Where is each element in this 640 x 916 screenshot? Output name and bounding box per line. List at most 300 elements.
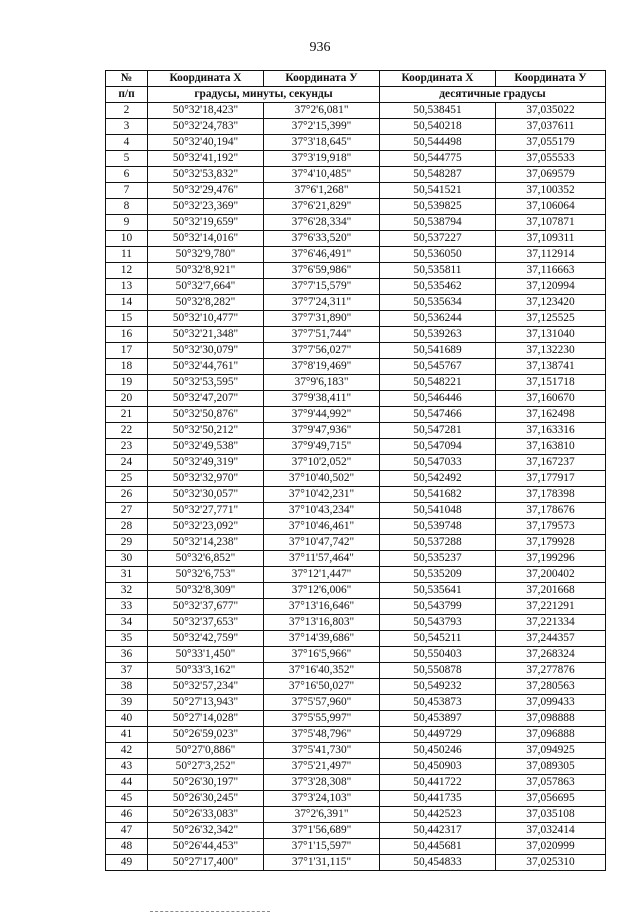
coord-y-dms: 37°13'16,803" (264, 615, 380, 631)
coord-x-dms: 50°26'59,023" (148, 727, 264, 743)
header-number: № (106, 71, 148, 87)
header-row-1 (106, 71, 606, 87)
coordinates-table (105, 70, 606, 871)
coord-y-decimal: 37,107871 (496, 215, 606, 231)
coord-y-decimal: 37,268324 (496, 647, 606, 663)
coord-x-dms: 50°26'33,083" (148, 807, 264, 823)
coord-y-decimal: 37,037611 (496, 119, 606, 135)
coord-y-dms: 37°7'51,744" (264, 327, 380, 343)
row-number: 39 (106, 695, 148, 711)
coord-x-dms: 50°27'0,886" (148, 743, 264, 759)
table-row (106, 263, 606, 279)
coord-y-decimal: 37,098888 (496, 711, 606, 727)
coord-x-dms: 50°32'57,234" (148, 679, 264, 695)
row-number: 42 (106, 743, 148, 759)
coord-x-dms: 50°32'42,759" (148, 631, 264, 647)
header-coord-x-dms: Координата X (148, 71, 264, 87)
row-number: 17 (106, 343, 148, 359)
table-row (106, 663, 606, 679)
coord-x-decimal: 50,537227 (380, 231, 496, 247)
coord-y-dms: 37°6'33,520" (264, 231, 380, 247)
coord-x-decimal: 50,441735 (380, 791, 496, 807)
coord-x-decimal: 50,535641 (380, 583, 496, 599)
coord-x-decimal: 50,450246 (380, 743, 496, 759)
coord-y-dms: 37°9'47,936" (264, 423, 380, 439)
coord-y-dms: 37°1'56,689" (264, 823, 380, 839)
coord-y-dms: 37°14'39,686" (264, 631, 380, 647)
coord-y-dms: 37°3'18,645" (264, 135, 380, 151)
table-row (106, 311, 606, 327)
table-row (106, 135, 606, 151)
row-number: 10 (106, 231, 148, 247)
table-row (106, 391, 606, 407)
coord-y-decimal: 37,280563 (496, 679, 606, 695)
coord-y-dms: 37°16'50,027" (264, 679, 380, 695)
coord-y-decimal: 37,244357 (496, 631, 606, 647)
coord-x-decimal: 50,535634 (380, 295, 496, 311)
coord-y-decimal: 37,020999 (496, 839, 606, 855)
coord-y-decimal: 37,162498 (496, 407, 606, 423)
coord-y-decimal: 37,116663 (496, 263, 606, 279)
coord-x-dms: 50°32'18,423" (148, 103, 264, 119)
table-row (106, 151, 606, 167)
coord-x-dms: 50°32'19,659" (148, 215, 264, 231)
table-row (106, 535, 606, 551)
coord-x-decimal: 50,450903 (380, 759, 496, 775)
coord-x-decimal: 50,543799 (380, 599, 496, 615)
row-number: 27 (106, 503, 148, 519)
coord-y-dms: 37°9'6,183" (264, 375, 380, 391)
coord-x-decimal: 50,541682 (380, 487, 496, 503)
header-dms-units: градусы, минуты, секунды (148, 87, 380, 103)
coord-y-decimal: 37,109311 (496, 231, 606, 247)
table-row (106, 839, 606, 855)
coord-y-decimal: 37,094925 (496, 743, 606, 759)
row-number: 32 (106, 583, 148, 599)
coord-x-dms: 50°32'10,477" (148, 311, 264, 327)
row-number: 29 (106, 535, 148, 551)
coord-x-decimal: 50,442523 (380, 807, 496, 823)
row-number: 31 (106, 567, 148, 583)
coord-y-decimal: 37,089305 (496, 759, 606, 775)
coord-x-decimal: 50,547033 (380, 455, 496, 471)
coord-y-dms: 37°9'44,992" (264, 407, 380, 423)
coord-x-dms: 50°32'40,194" (148, 135, 264, 151)
row-number: 7 (106, 183, 148, 199)
table-row (106, 695, 606, 711)
coord-y-dms: 37°7'31,890" (264, 311, 380, 327)
row-number: 26 (106, 487, 148, 503)
table-row (106, 615, 606, 631)
coord-x-dms: 50°32'6,852" (148, 551, 264, 567)
row-number: 3 (106, 119, 148, 135)
table-row (106, 855, 606, 871)
coord-x-dms: 50°32'37,653" (148, 615, 264, 631)
coord-x-dms: 50°32'49,538" (148, 439, 264, 455)
coord-y-decimal: 37,099433 (496, 695, 606, 711)
table-row (106, 775, 606, 791)
coord-y-decimal: 37,035022 (496, 103, 606, 119)
coord-y-decimal: 37,069579 (496, 167, 606, 183)
table-row (106, 791, 606, 807)
coord-x-dms: 50°32'30,079" (148, 343, 264, 359)
row-number: 18 (106, 359, 148, 375)
coord-x-decimal: 50,547094 (380, 439, 496, 455)
coord-y-decimal: 37,178676 (496, 503, 606, 519)
coord-y-dms: 37°2'6,081" (264, 103, 380, 119)
row-number: 21 (106, 407, 148, 423)
table-row (106, 231, 606, 247)
coord-y-dms: 37°12'6,006" (264, 583, 380, 599)
coord-x-decimal: 50,545767 (380, 359, 496, 375)
coord-x-decimal: 50,548287 (380, 167, 496, 183)
row-number: 41 (106, 727, 148, 743)
coord-y-decimal: 37,200402 (496, 567, 606, 583)
coord-y-dms: 37°3'19,918" (264, 151, 380, 167)
coord-x-dms: 50°32'7,664" (148, 279, 264, 295)
coord-y-dms: 37°6'59,986" (264, 263, 380, 279)
coord-x-decimal: 50,544775 (380, 151, 496, 167)
table-row (106, 711, 606, 727)
coord-y-decimal: 37,221291 (496, 599, 606, 615)
table-row (106, 551, 606, 567)
coord-x-dms: 50°32'49,319" (148, 455, 264, 471)
header-decimal-units: десятичные градусы (380, 87, 606, 103)
coord-y-dms: 37°5'48,796" (264, 727, 380, 743)
table-row (106, 295, 606, 311)
table-row (106, 327, 606, 343)
table-row (106, 199, 606, 215)
coord-x-dms: 50°32'53,595" (148, 375, 264, 391)
coord-x-decimal: 50,536050 (380, 247, 496, 263)
table-row (106, 519, 606, 535)
row-number: 40 (106, 711, 148, 727)
table-row (106, 471, 606, 487)
row-number: 30 (106, 551, 148, 567)
row-number: 24 (106, 455, 148, 471)
coord-y-dms: 37°10'2,052" (264, 455, 380, 471)
coord-y-dms: 37°5'57,960" (264, 695, 380, 711)
coord-x-dms: 50°27'13,943" (148, 695, 264, 711)
coord-y-dms: 37°16'5,966" (264, 647, 380, 663)
row-number: 4 (106, 135, 148, 151)
coord-y-dms: 37°1'31,115" (264, 855, 380, 871)
table-row (106, 279, 606, 295)
table-row (106, 407, 606, 423)
coord-y-dms: 37°6'28,334" (264, 215, 380, 231)
footer-mark (150, 911, 270, 912)
table-row (106, 359, 606, 375)
coord-x-dms: 50°33'3,162" (148, 663, 264, 679)
row-number: 46 (106, 807, 148, 823)
coord-y-dms: 37°7'56,027" (264, 343, 380, 359)
coord-x-decimal: 50,544498 (380, 135, 496, 151)
coord-y-decimal: 37,177917 (496, 471, 606, 487)
coord-y-decimal: 37,100352 (496, 183, 606, 199)
table-row (106, 247, 606, 263)
coord-x-decimal: 50,442317 (380, 823, 496, 839)
coord-x-dms: 50°32'8,921" (148, 263, 264, 279)
coord-x-decimal: 50,540218 (380, 119, 496, 135)
table-row (106, 119, 606, 135)
table-row (106, 679, 606, 695)
coord-y-decimal: 37,025310 (496, 855, 606, 871)
coord-x-decimal: 50,449729 (380, 727, 496, 743)
coord-x-decimal: 50,541521 (380, 183, 496, 199)
row-number: 28 (106, 519, 148, 535)
coord-x-decimal: 50,547466 (380, 407, 496, 423)
table-row (106, 743, 606, 759)
table-row (106, 583, 606, 599)
coord-y-dms: 37°6'1,268" (264, 183, 380, 199)
coord-x-dms: 50°32'47,207" (148, 391, 264, 407)
coord-y-decimal: 37,163316 (496, 423, 606, 439)
table-row (106, 455, 606, 471)
table-row (106, 567, 606, 583)
table-row (106, 103, 606, 119)
table-row (106, 183, 606, 199)
table-row (106, 807, 606, 823)
coord-y-decimal: 37,221334 (496, 615, 606, 631)
coord-x-dms: 50°27'17,400" (148, 855, 264, 871)
coord-x-dms: 50°32'27,771" (148, 503, 264, 519)
page-number: 936 (309, 40, 331, 55)
coord-y-decimal: 37,112914 (496, 247, 606, 263)
coord-y-decimal: 37,160670 (496, 391, 606, 407)
coord-x-decimal: 50,441722 (380, 775, 496, 791)
coord-x-decimal: 50,541048 (380, 503, 496, 519)
coord-y-dms: 37°7'15,579" (264, 279, 380, 295)
coord-y-decimal: 37,131040 (496, 327, 606, 343)
coord-y-decimal: 37,106064 (496, 199, 606, 215)
coord-x-dms: 50°26'32,342" (148, 823, 264, 839)
coord-x-dms: 50°32'41,192" (148, 151, 264, 167)
coord-x-decimal: 50,454833 (380, 855, 496, 871)
coord-y-dms: 37°7'24,311" (264, 295, 380, 311)
row-number: 49 (106, 855, 148, 871)
coord-y-decimal: 37,178398 (496, 487, 606, 503)
coord-y-decimal: 37,151718 (496, 375, 606, 391)
coord-y-dms: 37°9'49,715" (264, 439, 380, 455)
table-row (106, 631, 606, 647)
table-row (106, 599, 606, 615)
row-number: 19 (106, 375, 148, 391)
coord-x-dms: 50°32'24,783" (148, 119, 264, 135)
coord-y-dms: 37°6'21,829" (264, 199, 380, 215)
coord-y-decimal: 37,277876 (496, 663, 606, 679)
coord-x-dms: 50°32'14,016" (148, 231, 264, 247)
coord-y-dms: 37°9'38,411" (264, 391, 380, 407)
coord-y-dms: 37°6'46,491" (264, 247, 380, 263)
row-number: 22 (106, 423, 148, 439)
row-number: 37 (106, 663, 148, 679)
coord-x-decimal: 50,549232 (380, 679, 496, 695)
coord-y-dms: 37°10'42,231" (264, 487, 380, 503)
coord-x-dms: 50°27'14,028" (148, 711, 264, 727)
table-row (106, 375, 606, 391)
coord-y-dms: 37°2'15,399" (264, 119, 380, 135)
row-number: 45 (106, 791, 148, 807)
coord-x-dms: 50°32'23,092" (148, 519, 264, 535)
coord-x-decimal: 50,542492 (380, 471, 496, 487)
row-number: 44 (106, 775, 148, 791)
coord-y-dms: 37°13'16,646" (264, 599, 380, 615)
coord-x-decimal: 50,535209 (380, 567, 496, 583)
coord-x-decimal: 50,547281 (380, 423, 496, 439)
header-pp: п/п (106, 87, 148, 103)
coord-x-decimal: 50,538794 (380, 215, 496, 231)
coord-y-dms: 37°5'55,997" (264, 711, 380, 727)
coord-x-decimal: 50,541689 (380, 343, 496, 359)
row-number: 33 (106, 599, 148, 615)
coord-x-dms: 50°32'14,238" (148, 535, 264, 551)
table-header (106, 71, 606, 103)
coord-y-decimal: 37,179928 (496, 535, 606, 551)
coord-y-dms: 37°10'46,461" (264, 519, 380, 535)
coord-x-decimal: 50,543793 (380, 615, 496, 631)
row-number: 25 (106, 471, 148, 487)
row-number: 35 (106, 631, 148, 647)
coord-x-dms: 50°32'29,476" (148, 183, 264, 199)
coord-y-dms: 37°11'57,464" (264, 551, 380, 567)
row-number: 8 (106, 199, 148, 215)
coord-x-decimal: 50,538451 (380, 103, 496, 119)
coord-x-decimal: 50,548221 (380, 375, 496, 391)
table-row (106, 647, 606, 663)
coord-x-dms: 50°32'8,309" (148, 583, 264, 599)
coord-x-dms: 50°33'1,450" (148, 647, 264, 663)
coord-y-dms: 37°12'1,447" (264, 567, 380, 583)
coord-y-decimal: 37,120994 (496, 279, 606, 295)
coord-x-dms: 50°32'37,677" (148, 599, 264, 615)
coord-y-decimal: 37,057863 (496, 775, 606, 791)
row-number: 34 (106, 615, 148, 631)
coord-x-decimal: 50,535811 (380, 263, 496, 279)
coord-y-dms: 37°10'40,502" (264, 471, 380, 487)
coord-y-decimal: 37,035108 (496, 807, 606, 823)
header-coord-y-dms: Координата У (264, 71, 380, 87)
coord-y-decimal: 37,123420 (496, 295, 606, 311)
coord-y-decimal: 37,163810 (496, 439, 606, 455)
row-number: 5 (106, 151, 148, 167)
coord-x-decimal: 50,545211 (380, 631, 496, 647)
header-coord-y-decimal: Координата У (496, 71, 606, 87)
coord-x-dms: 50°26'44,453" (148, 839, 264, 855)
coord-x-dms: 50°32'21,348" (148, 327, 264, 343)
coord-y-dms: 37°10'43,234" (264, 503, 380, 519)
coord-y-decimal: 37,199296 (496, 551, 606, 567)
coord-y-decimal: 37,032414 (496, 823, 606, 839)
row-number: 47 (106, 823, 148, 839)
coord-y-decimal: 37,132230 (496, 343, 606, 359)
coord-y-decimal: 37,125525 (496, 311, 606, 327)
coord-x-dms: 50°32'53,832" (148, 167, 264, 183)
coord-y-dms: 37°5'41,730" (264, 743, 380, 759)
coord-x-decimal: 50,539263 (380, 327, 496, 343)
coord-x-dms: 50°32'6,753" (148, 567, 264, 583)
row-number: 9 (106, 215, 148, 231)
coord-x-decimal: 50,550878 (380, 663, 496, 679)
coord-y-dms: 37°16'40,352" (264, 663, 380, 679)
coord-y-dms: 37°2'6,391" (264, 807, 380, 823)
coord-x-dms: 50°26'30,197" (148, 775, 264, 791)
coord-x-dms: 50°32'32,970" (148, 471, 264, 487)
coord-y-decimal: 37,056695 (496, 791, 606, 807)
coord-y-dms: 37°5'21,497" (264, 759, 380, 775)
coord-x-dms: 50°32'50,212" (148, 423, 264, 439)
coord-y-decimal: 37,179573 (496, 519, 606, 535)
coord-x-decimal: 50,550403 (380, 647, 496, 663)
row-number: 12 (106, 263, 148, 279)
table-row (106, 759, 606, 775)
row-number: 38 (106, 679, 148, 695)
coord-x-decimal: 50,546446 (380, 391, 496, 407)
coord-x-dms: 50°32'50,876" (148, 407, 264, 423)
coord-x-dms: 50°32'23,369" (148, 199, 264, 215)
row-number: 48 (106, 839, 148, 855)
header-row-2 (106, 87, 606, 103)
row-number: 43 (106, 759, 148, 775)
row-number: 2 (106, 103, 148, 119)
coord-x-dms: 50°32'8,282" (148, 295, 264, 311)
row-number: 23 (106, 439, 148, 455)
coord-x-decimal: 50,453873 (380, 695, 496, 711)
coord-x-decimal: 50,536244 (380, 311, 496, 327)
coord-y-dms: 37°1'15,597" (264, 839, 380, 855)
table-row (106, 487, 606, 503)
row-number: 14 (106, 295, 148, 311)
row-number: 20 (106, 391, 148, 407)
coord-y-decimal: 37,201668 (496, 583, 606, 599)
coord-x-dms: 50°32'44,761" (148, 359, 264, 375)
coord-x-dms: 50°32'9,780" (148, 247, 264, 263)
table-row (106, 503, 606, 519)
coord-x-decimal: 50,535237 (380, 551, 496, 567)
row-number: 16 (106, 327, 148, 343)
coord-y-decimal: 37,055179 (496, 135, 606, 151)
coord-y-dms: 37°4'10,485" (264, 167, 380, 183)
row-number: 11 (106, 247, 148, 263)
table-row (106, 439, 606, 455)
row-number: 13 (106, 279, 148, 295)
coord-y-decimal: 37,167237 (496, 455, 606, 471)
coord-x-decimal: 50,539748 (380, 519, 496, 535)
coord-x-decimal: 50,537288 (380, 535, 496, 551)
coord-y-dms: 37°8'19,469" (264, 359, 380, 375)
table-row (106, 727, 606, 743)
coord-x-decimal: 50,453897 (380, 711, 496, 727)
header-coord-x-decimal: Координата X (380, 71, 496, 87)
coord-y-dms: 37°3'24,103" (264, 791, 380, 807)
coord-y-decimal: 37,138741 (496, 359, 606, 375)
table-body (106, 103, 606, 871)
coord-x-decimal: 50,445681 (380, 839, 496, 855)
coord-y-dms: 37°10'47,742" (264, 535, 380, 551)
coord-x-decimal: 50,539825 (380, 199, 496, 215)
coord-x-dms: 50°32'30,057" (148, 487, 264, 503)
row-number: 15 (106, 311, 148, 327)
coord-x-decimal: 50,535462 (380, 279, 496, 295)
table-row (106, 167, 606, 183)
table-row (106, 343, 606, 359)
coord-y-decimal: 37,055533 (496, 151, 606, 167)
coord-y-decimal: 37,096888 (496, 727, 606, 743)
coord-x-dms: 50°27'3,252" (148, 759, 264, 775)
row-number: 36 (106, 647, 148, 663)
coord-x-dms: 50°26'30,245" (148, 791, 264, 807)
row-number: 6 (106, 167, 148, 183)
table-row (106, 215, 606, 231)
